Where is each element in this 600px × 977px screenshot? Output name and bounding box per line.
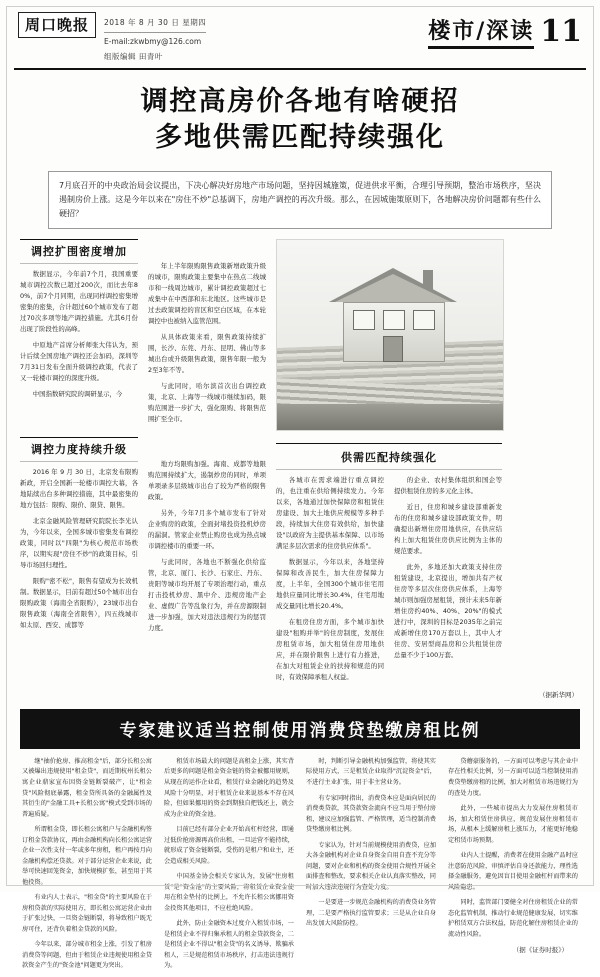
col3-text xyxy=(20,467,138,631)
lower-col2-text xyxy=(164,757,294,972)
column-3 xyxy=(20,437,138,688)
editor-credit: 组版编辑 田青叶 xyxy=(104,51,163,61)
subhead-intensity: 调控力度持续升级 xyxy=(20,437,138,462)
paragraph: 此外，多地还加大政策支持住房租赁建设，北京提出，增加共有产权住房等多层次住房供应体系，上海等城市则加强房屋租赁，预计未来5年新增住房约40%、40%、20%"的模式进行中，深圳的目标是2035年之前完成新增住房170万套以上，其中人才住房、安居型商品房和公共租赁住房总量不少于100万套。 xyxy=(394,562,502,659)
paragraph: 年上半年限购限售政策新增政策升级的城市，限购政策主要集中在热点二线城市和一线周边城市，累计调控政策超过七成集中在中西部和东北地区。这些城市是过去政策调控的盲区和空白区域，在本轮调控中也被纳入监管范围。 xyxy=(148,261,266,325)
paragraph: 中原地产首席分析师张大伟认为，预计后续全国房地产调控还会加码，深圳等7月31日发布全面升级调控政策，代表了又一轮楼市调控的深度升级。 xyxy=(20,340,138,382)
paragraph: 此外，一些城市提出大力发展住房租赁市场，加大租赁住房供应，规范发展住房租赁市场，从根本上缓解房租上涨压力，才能更好地稳定租赁市场预期。 xyxy=(448,805,578,844)
headline-block xyxy=(14,70,586,163)
paragraph: 所谓租金贷，即长租公寓租户与金融机构签订租金贷款协议，再由金融机构向长租公寓运营企业一次性支付一年或多年房租，租户再按月向金融机构偿还贷款。对于部分运营企业来说，此举可快速回笼资金，加快规模扩张，甚至用于其他投资。 xyxy=(22,826,152,886)
window-icon xyxy=(383,310,405,330)
section-title: 楼市/深读 xyxy=(428,14,534,49)
lower-col1-text xyxy=(22,757,152,972)
upper-article-row2 xyxy=(20,437,580,688)
lower-source: （据《证券时报》） xyxy=(512,946,568,955)
paragraph: 有专家同时指出，消费贷本应是面向居民的消费类贷款，其贷款资金流向不应当用于垫付房租，建议应加强监管、严格管理，适当控制消费贷垫缴房租比例。 xyxy=(306,794,436,834)
col2-text xyxy=(148,239,266,425)
paragraph: 各城市在需求端进行重点调控的，也注重在供给侧持续发力。今年以来，各地通过加快保障房和租赁住房建设、加大土地供应规模等多种手段，持续加大住房有效供给，加快建设"以政府为主提供基本保障、以市场满足多层次需求的住房供应体系"。 xyxy=(276,475,384,550)
lower-column-2 xyxy=(164,757,294,977)
paragraph: 数据显示，今年前7个月，我国重要城市调控次数已超过200次，而比去年80%，前7个月同期，出现同样调控密集增密集的密集，合计超过60个城市发布了超过70次多项等地产调控措施。尤其6月份出现了阶段性的高峰。 xyxy=(20,269,138,333)
lower-col3-text xyxy=(306,757,436,930)
lower-column-1 xyxy=(22,757,152,977)
paper-logo: 周口晚报 xyxy=(18,12,96,38)
lower-column-4 xyxy=(448,757,578,977)
col6-text xyxy=(394,475,502,661)
paragraph: 中国指数研究院的调研显示，今 xyxy=(32,389,123,398)
paragraph: 有业内人士表示，"租金贷"的主要风险在于房租贷款的实际使用方，即长租公寓运营企业由于扩张过快，一旦资金链断裂，将导致租户既无房可住，还背负着租金贷款的风险。 xyxy=(22,894,152,933)
paragraph: 与此同时，哈尔滨首次出台调控政策，北京、上海等一线城市继续加码，限购范围进一步扩大，强化限购、将限售范围扩至全市。 xyxy=(148,381,266,423)
subhead-supply-demand: 供需匹配持续强化 xyxy=(276,443,502,470)
paragraph: 2016 年 9 月 30 日，北京发布限购新政，开启全国新一轮楼市调控大幕，各地陆续出台多种调控措施，其中最密集的地方包括：限购、限价、限贷、限售。 xyxy=(20,467,138,509)
door-icon xyxy=(383,336,403,362)
paragraph: 专家认为，针对当前规模使用消费贷，应加大各金融机构对企业自身资金自用自查不充分等问题，要对企业和机构的资金使用合规性开展全面排查和整改，要求相关企业认真落实整改，同时加大违法违规行为查处力度。 xyxy=(306,841,436,891)
paragraph: 在租房住房方面，多个城市加快建设"租购并举"的住房制度，发展住房租赁市场，加大租赁住房用地供应，并在限价限售上进行有力推进，在加大对租赁企业的扶持和规范的同时，有效保障承租人权益。 xyxy=(276,617,384,681)
roof-inner xyxy=(335,274,451,302)
window-icon xyxy=(413,310,435,330)
column-1 xyxy=(20,239,138,431)
paragraph: 继"抽价抢房、推高租金"后，部分长租公寓又被爆出违规使用"租金贷"，而近期杭州长租公寓企业鼎家宣布因资金链断裂破产，让"租金贷"风险彻底暴露，租金贷所具备的金融属性及其衍生的"金融工具+长租公寓"模式受到市场的普遍质疑。 xyxy=(22,757,152,818)
paragraph: 租赁市场最大的问题是高租金上涨，其实背后更多的问题是租金资金链的资金被挪用规则，从现在的运作企业看，租赁行业金融化的趋势及风险十分明显，对于租赁企业来说基本不存在风险，但如果挪用的资金到期独自把钱还上，就会成为企业的资金池。 xyxy=(164,757,294,818)
paragraph: 一是要进一步规范金融机构的消费贷业务管理，二是要严格执行监管要求；三是从企业自身出发加大风险防控。 xyxy=(306,899,436,928)
paragraph: 地方均限购加强。海南、成都等地限购范围持续扩大，遏制炒房的同时，单项单项录多层级城市出台了较为严格的限售政策。 xyxy=(148,459,266,501)
column-2 xyxy=(148,239,266,431)
paragraph: 业内人士提醒，消费者在使用金融产品时应注意防范风险，审慎评估自身还款能力，理性选择金融服务，避免因盲目使用金融杠杆而带来的风险隐患。 xyxy=(448,852,578,891)
col5-text xyxy=(276,475,384,683)
col4-text xyxy=(148,437,266,634)
paragraph: 目前已经有部分企业开始高杠杆经营，即通过低价抢房源再高价出租，一旦运营不能持续，就形成了资金链断裂，受伤的是租户和业主，还会造成相关风险。 xyxy=(164,826,294,865)
paragraph: 近日，住房和城乡建设部重新发布的住房和城乡建设部政策文件，明确提出新增住房用地供应，在供应结构上加大租赁住房供应比例为主体的规范要求。 xyxy=(394,502,502,555)
paragraph: 的企业、农村集体组织和国企等提供租赁住房的多元化主体。 xyxy=(394,475,502,495)
paragraph: 今年以来，部分城市租金上涨，引发了租房消费贷等问题，但由于租赁企业违规使用租金贷款资金产生的"资金池"问题更为突出。 xyxy=(22,941,152,970)
paragraph: 另外，今年7月多个城市发布了针对企业购房的政策，全面封堵投资投机炒房的漏洞。管家企业禁止购房也成为热点城市调控楼市的重要一环。 xyxy=(148,508,266,550)
paragraph: 贷蘑豪服务的，一方面可以考虑与其企业中存在性相关比例，另一方面可以适当控制使用消费贷垫缴房租的比例，加大对租赁市场违规行为的查处力度。 xyxy=(448,757,578,797)
paragraph: 中国基金协会相关专家认为，发展"住房租赁"是"资金池"的主要风险，将租赁企业资金使用在租金垫付的比例上，不允许长租公寓挪用资金投资其他项目，不应杜绝风险。 xyxy=(164,873,294,912)
lower-col4-text xyxy=(448,757,578,941)
upper-source: （据新华网） xyxy=(539,690,578,699)
paragraph: 此外，防止金融资本过度介入租赁市场，一是租赁企业不得归集承租人的租金贷款资金，二是租赁企业不得以"租金贷"的名义诱导、欺骗承租人，三是规范租赁市场秩序，打击违法违规行为。 xyxy=(164,920,294,970)
paragraph: 北京金融风险管理研究院院长李光认为，今年以来，全国多城市密集发布调控政策，同时以"四限"为核心规范市场秩序，以期实现"房住不炒"的政策目标，引导市场回归理性。 xyxy=(20,516,138,569)
section-banner: 专家建议适当控制使用消费贷垫缴房租比例 xyxy=(20,709,580,749)
masthead-right xyxy=(428,12,582,49)
masthead-left xyxy=(18,12,206,64)
column-4 xyxy=(148,437,266,688)
column-5 xyxy=(276,475,384,688)
house-model-icon xyxy=(335,268,451,360)
headline-line-1: 调控高房价各地有啥硬招 xyxy=(140,85,460,117)
supply-demand-block xyxy=(276,437,502,688)
upper-article xyxy=(20,239,580,431)
photo-column xyxy=(276,239,502,431)
paragraph: 与此同时，各地也不断强化供给监管，北京、厦门、长沙、石家庄、丹东、贵阳等城市均开展了专项治理行动，重点打击投机炒房、黑中介、违规房地产企业、虚假广告等乱象行为，并在房源限制进一步加强，加大对违法违规行为的惩罚力度。 xyxy=(148,557,266,632)
paragraph: 数据显示，今年以来，各地坚持保障和改善民生，加大住房保障力度，上半年，全国300个城市住宅用地供应量同比增长30.4%，住宅用地成交量同比增长20.4%。 xyxy=(276,557,384,610)
col1-text xyxy=(20,269,138,400)
paragraph: 同时，监管部门要健全对住房租赁企业的常态化监管机制，推动行业规范健康发展，切实维护租赁双方合法权益，防范化解住房租赁企业的流动性风险。 xyxy=(448,899,578,938)
house-on-money-photo xyxy=(276,239,504,431)
contact-email: E-mail:zkwbmy@126.com xyxy=(104,32,206,49)
lead-paragraph: 7月底召开的中央政治局会议提出，下决心解决好房地产市场问题，坚持因城施策，促进供求平衡，合理引导预期，整治市场秩序，坚决遏制房价上涨。这是今年以来在"房住不炒"总基调下，房地产调控的再次升级。那么，在因城施策原则下，各地解决房价问题都有些什么硬招？ xyxy=(48,171,552,229)
column-6 xyxy=(394,475,502,688)
window-icon xyxy=(353,310,375,330)
lower-column-3 xyxy=(306,757,436,977)
paragraph: 从具体政策来看，限售政策持续扩围，长沙、东莞、丹东、昆明、佛山等多城出台或升级限售政策，限售年限一般为2至3年不等。 xyxy=(148,332,266,374)
masthead-meta xyxy=(104,12,206,64)
page-number: 11 xyxy=(540,13,582,49)
lower-article xyxy=(22,757,578,977)
issue-date: 2018 年 8 月 30 日 星期四 xyxy=(104,18,207,27)
paragraph: 时，判断引导金融机构加强监管，将使其实际使用方式，三是租赁企业取得"沉淀资金"后，不进行主业扩张，用于非主营业务。 xyxy=(306,757,436,786)
supply-demand-columns xyxy=(276,475,502,688)
headline-line-2: 多地供需匹配持续强化 xyxy=(155,122,445,154)
ground-strip xyxy=(277,404,503,430)
masthead xyxy=(14,10,586,70)
paragraph: 限购"密不松"，限售有望成为长效机制。数据显示，目前有超过50个城市出台限购政策（海南全省限购），23城市出台限售政策（海南全省限售），四五线城市如太原、西安、成都等 xyxy=(20,576,138,629)
subhead-expansion: 调控扩围密度增加 xyxy=(20,239,138,264)
